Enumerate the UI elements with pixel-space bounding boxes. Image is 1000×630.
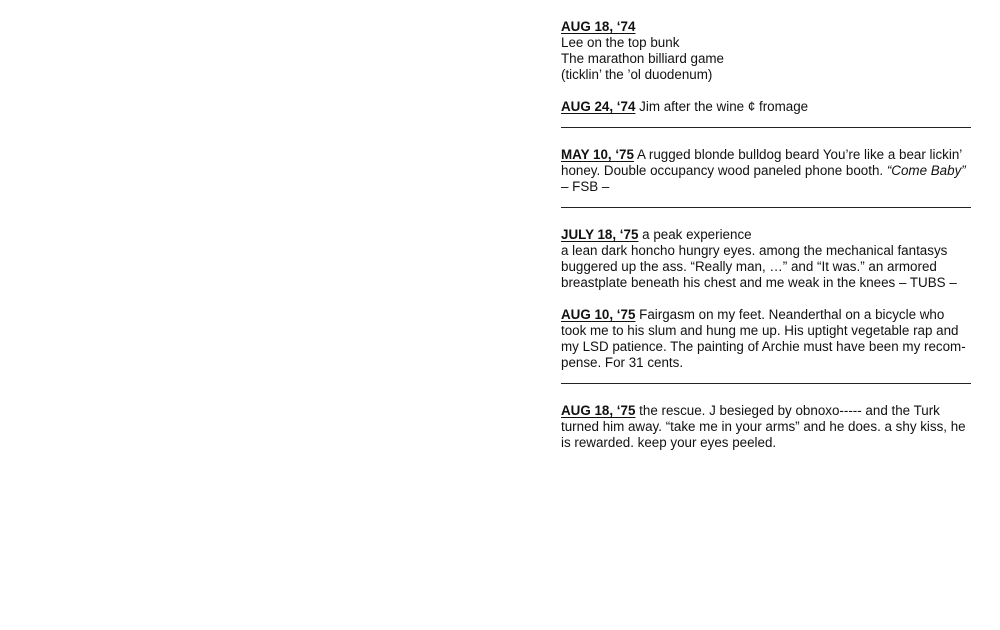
entry-line: The marathon billiard game <box>561 51 725 66</box>
entry-date: MAY 10, ‘75 <box>561 147 634 162</box>
entry-date: AUG 18, ‘74 <box>561 19 636 34</box>
entry-date: AUG 10, ‘75 <box>561 307 636 322</box>
entry-aug-10-75 <box>561 307 971 371</box>
entry-text: A rugged blonde bulldog beard You’re like a bear lickin’ honey. Double occupancy wood paneled phone booth. <box>561 147 962 178</box>
entry-text: a peak experience <box>638 227 752 242</box>
journal-column <box>561 19 971 451</box>
entry-line: buggered up the ass. “Really man, …” and “It was.” an armored <box>561 259 937 274</box>
entry-text: Fairgasm on my feet. Neanderthal on a bicycle who took me to his slum and hung me up. His uptight vegetable rap and my LSD patience. The painting of Archie must have been my recom-pense. For 31 cents. <box>561 307 966 370</box>
entry-line: (ticklin’ the ’ol duodenum) <box>561 67 713 82</box>
entry-line: breastplate beneath his chest and me weak in the knees – TUBS – <box>561 275 957 290</box>
entry-signature: – FSB – <box>561 179 610 194</box>
entry-aug-18-74 <box>561 19 971 83</box>
entry-may-10-75 <box>561 147 971 195</box>
entry-line: a lean dark honcho hungry eyes. among the mechanical fantasys <box>561 243 948 258</box>
entry-quote: “Come Baby” <box>886 163 966 178</box>
entry-line: Lee on the top bunk <box>561 35 680 50</box>
entry-aug-18-75 <box>561 403 971 451</box>
entry-july-18-75 <box>561 227 971 291</box>
entry-text: the rescue. J besieged by obnoxo----- and the Turk turned him away. “take me in your arms” and he does. a shy kiss, he is rewarded. keep your eyes peeled. <box>561 403 966 450</box>
entry-text: Jim after the wine ¢ fromage <box>635 99 809 114</box>
entry-date: AUG 18, ‘75 <box>561 403 636 418</box>
entry-aug-24-74 <box>561 99 971 115</box>
entry-date: AUG 24, ‘74 <box>561 99 636 114</box>
entry-date: JULY 18, ‘75 <box>561 227 639 242</box>
